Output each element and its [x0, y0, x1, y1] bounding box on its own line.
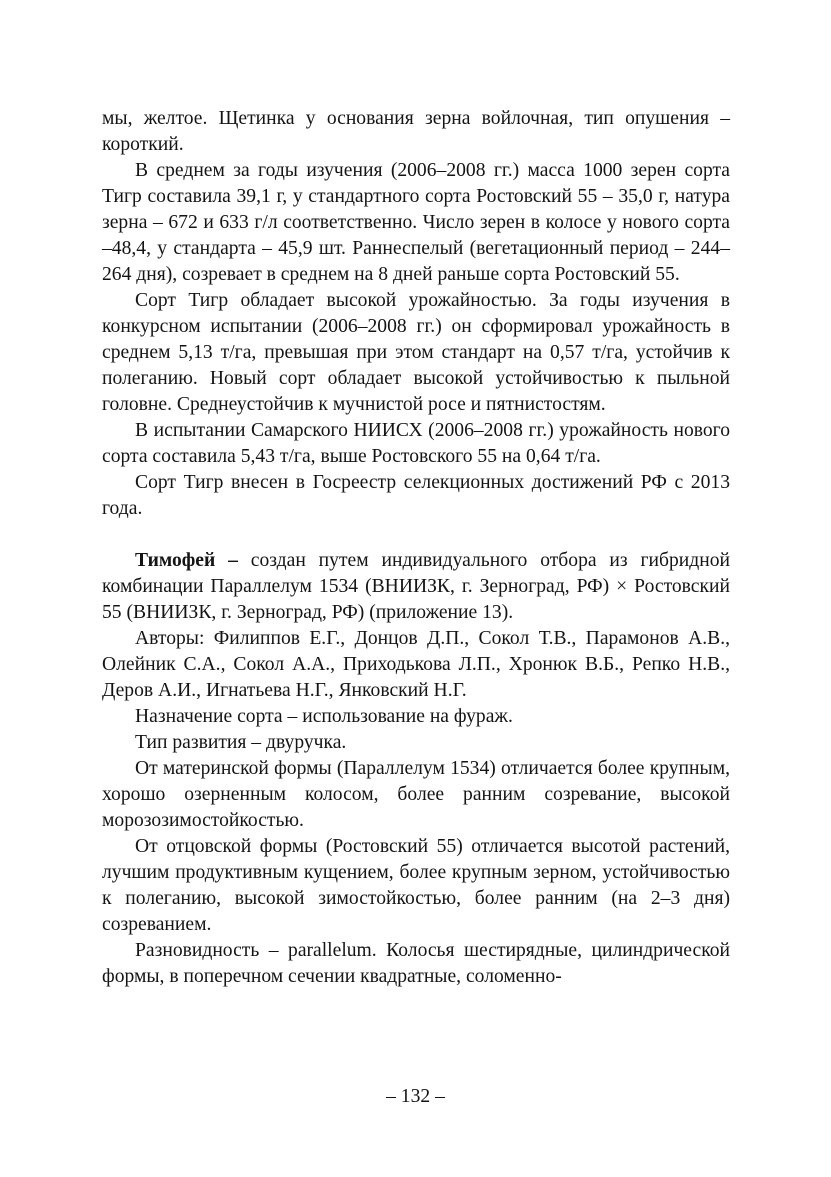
paragraph-5: Сорт Тигр внесен в Госреестр селекционных достижений РФ с 2013 года. [102, 472, 730, 519]
paragraph-6 [102, 548, 730, 626]
page-number: – 132 – [386, 1086, 445, 1107]
page-body [102, 106, 730, 990]
paragraph-authors: Авторы: Филиппов Е.Г., Донцов Д.П., Сокол Т.В., Парамонов А.В., Олейник С.А., Сокол А.А., Приходькова Л.П., Хронюк В.Б., Репко Н.В., Деров А.И., Игнатьева Н.Г., Янковский Н.Г. [102, 628, 730, 701]
paragraph-10: От материнской формы (Параллелум 1534) отличается более крупным, хорошо озерненным колосом, более ранним созревание, высокой морозозимостойкостью. [102, 758, 730, 831]
section-gap [102, 522, 730, 548]
paragraph-11: От отцовской формы (Ростовский 55) отличается высотой растений, лучшим продуктивным кущением, более крупным зерном, устойчивостью к полеганию, высокой зимостойкостью, более ранним (на 2–3 дня) созреванием. [102, 836, 730, 935]
paragraph-purpose: Назначение сорта – использование на фураж. [135, 706, 513, 727]
paragraph-3: Сорт Тигр обладает высокой урожайностью. За годы изучения в конкурсном испытании (2006–2008 гг.) он сформировал урожайность в среднем 5,13 т/га, превышая при этом стандарт на 0,57 т/га, устойчив к полеганию. Новый сорт обладает высокой устойчивостью к пыльной головне. Среднеустойчив к мучнистой росе и пятнистостям. [102, 290, 730, 415]
paragraph-2: В среднем за годы изучения (2006–2008 гг.) масса 1000 зерен сорта Тигр составила 39,1 г, у стандартного сорта Ростовский 55 – 35,0 г, натура зерна – 672 и 633 г/л соответственно. Число зерен в колосе у нового сорта –48,4, у стандарта – 45,9 шт. Раннеспелый (вегетационный период – 244–264 дня), созревает в среднем на 8 дней раньше сорта Ростовский 55. [102, 160, 730, 285]
paragraph-type: Тип развития – двуручка. [135, 732, 347, 753]
variety-description: создан путем индивидуального отбора из гибридной комбинации Параллелум 1534 (ВНИИЗК, г. Зерноград, РФ) × Ростовский 55 (ВНИИЗК, г. Зерноград, РФ) (приложение 13). [102, 550, 730, 623]
paragraph-4: В испытании Самарского НИИСХ (2006–2008 гг.) урожайность нового сорта составила 5,43 т/га, выше Ростовского 55 на 0,64 т/га. [102, 420, 730, 467]
paragraph-1: мы, желтое. Щетинка у основания зерна войлочная, тип опушения – короткий. [102, 108, 730, 155]
variety-name: Тимофей – [135, 550, 238, 571]
paragraph-12: Разновидность – parallelum. Колосья шестирядные, цилиндрической формы, в поперечном сечении квадратные, соломенно- [102, 940, 730, 987]
